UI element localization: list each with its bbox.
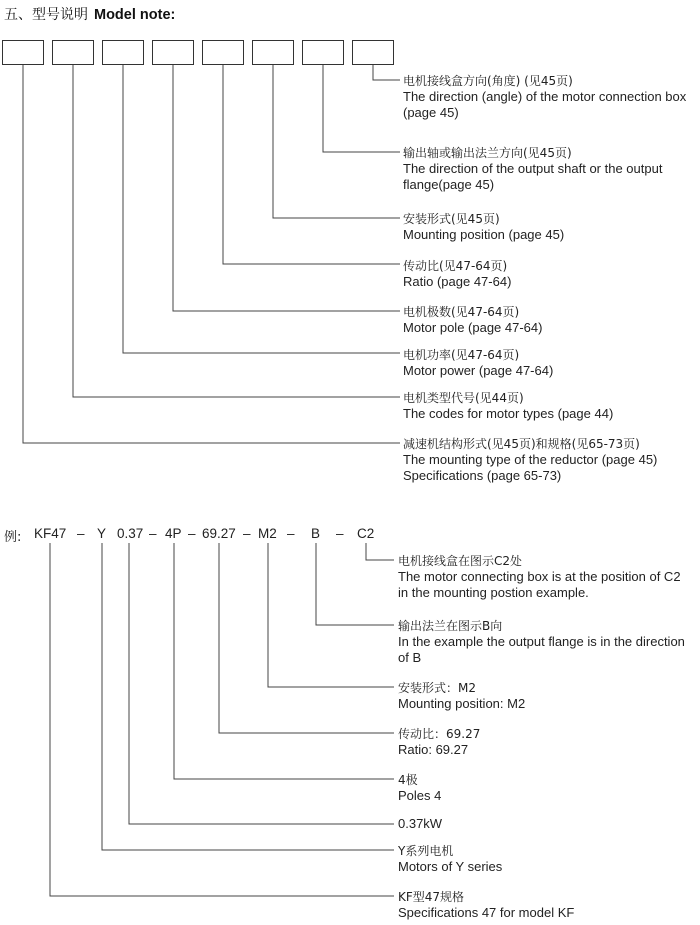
example-token-flange: B bbox=[311, 526, 321, 541]
note-en-2: Specifications (page 65-73) bbox=[403, 468, 562, 483]
note-zh: 传动比：69.27 bbox=[398, 727, 481, 741]
note-en: Ratio (page 47-64) bbox=[403, 274, 512, 289]
example-leader-m2 bbox=[268, 543, 394, 687]
note-en: Mounting position: M2 bbox=[398, 696, 526, 711]
note-zh: 电机功率(见47-64页) bbox=[403, 348, 520, 362]
note-zh: 电机极数(见47-64页) bbox=[403, 305, 520, 319]
note-connection-box bbox=[403, 73, 686, 121]
example-note-spec bbox=[398, 889, 574, 921]
example-note-power bbox=[398, 816, 442, 832]
example-leader-poles bbox=[174, 543, 394, 779]
leader-line-mounting-position bbox=[273, 65, 400, 218]
note-zh: 安装形式：M2 bbox=[398, 681, 476, 695]
note-zh: 输出法兰在图示B向 bbox=[398, 619, 503, 633]
note-zh: 4极 bbox=[398, 773, 418, 787]
example-leader-ratio bbox=[219, 543, 394, 733]
example-note-ratio bbox=[398, 726, 480, 758]
note-en: The direction of the output shaft or the output bbox=[403, 161, 663, 176]
note-zh: 电机类型代号(见44页) bbox=[403, 391, 524, 405]
note-zh: 传动比(见47-64页) bbox=[403, 259, 508, 273]
example-note-series bbox=[398, 843, 502, 875]
leader-line-reductor-type bbox=[23, 65, 400, 443]
note-en: Ratio: 69.27 bbox=[398, 742, 469, 757]
example-token-model: KF47 bbox=[34, 526, 67, 541]
example-leader-c2 bbox=[366, 543, 394, 560]
note-zh: Y系列电机 bbox=[398, 844, 454, 858]
note-en-2: (page 45) bbox=[403, 105, 459, 120]
note-zh: 电机接线盒方向(角度) (见45页) bbox=[403, 74, 573, 88]
note-en-2: flange(page 45) bbox=[403, 177, 495, 192]
note-reductor-type bbox=[403, 436, 657, 484]
note-motor-power bbox=[403, 347, 553, 379]
leader-line-motor-type bbox=[73, 65, 400, 397]
note-zh: 输出轴或输出法兰方向(见45页) bbox=[403, 146, 572, 160]
example-note-m2 bbox=[398, 680, 525, 712]
note-motor-type bbox=[403, 390, 613, 422]
note-en: Poles 4 bbox=[398, 788, 442, 803]
section-heading-zh: 五、型号说明 bbox=[4, 7, 88, 23]
note-en-2: in the mounting postion example. bbox=[398, 585, 589, 600]
example-token-poles: 4P bbox=[165, 526, 182, 541]
example-label: 例: bbox=[4, 530, 22, 545]
example-token-box-position: C2 bbox=[357, 526, 375, 541]
example-note-poles bbox=[398, 772, 441, 804]
note-zh: 安装形式(见45页) bbox=[403, 212, 500, 226]
example-token-motor-type: Y bbox=[97, 526, 107, 541]
note-en: Specifications 47 for model KF bbox=[398, 905, 575, 920]
example-token-dash: – bbox=[336, 526, 344, 541]
example-leader-b bbox=[316, 543, 394, 625]
note-en: 0.37kW bbox=[398, 816, 443, 831]
note-en: The mounting type of the reductor (page 45) bbox=[403, 452, 658, 467]
example-token-dash: – bbox=[77, 526, 85, 541]
note-en: The direction (angle) of the motor connection box bbox=[403, 89, 687, 104]
example-leader-series bbox=[102, 543, 394, 850]
example-token-dash: – bbox=[287, 526, 295, 541]
leader-line-connection-box bbox=[373, 65, 400, 80]
example-token-dash: – bbox=[188, 526, 196, 541]
note-ratio bbox=[403, 258, 511, 290]
example-token-ratio: 69.27 bbox=[202, 526, 236, 541]
note-en: Motor power (page 47-64) bbox=[403, 363, 554, 378]
section-heading-en: Model note: bbox=[94, 7, 176, 23]
note-en: The codes for motor types (page 44) bbox=[403, 406, 614, 421]
example-token-dash: – bbox=[149, 526, 157, 541]
leader-line-motor-pole bbox=[173, 65, 400, 311]
note-en: Motor pole (page 47-64) bbox=[403, 320, 543, 335]
note-en: The motor connecting box is at the position of C2 bbox=[398, 569, 681, 584]
example-token-dash: – bbox=[243, 526, 251, 541]
example-leader-power bbox=[129, 543, 394, 824]
note-en-2: of B bbox=[398, 650, 422, 665]
note-en: Mounting position (page 45) bbox=[403, 227, 565, 242]
note-zh: 电机接线盒在图示C2处 bbox=[398, 554, 523, 568]
note-en: In the example the output flange is in the direction bbox=[398, 634, 685, 649]
example-token-power: 0.37 bbox=[117, 526, 144, 541]
note-motor-pole bbox=[403, 304, 542, 336]
example-token-mounting: M2 bbox=[258, 526, 277, 541]
example-note-b bbox=[398, 618, 685, 666]
leader-line-output-direction bbox=[323, 65, 400, 152]
note-zh: KF型47规格 bbox=[398, 890, 465, 904]
note-output-direction bbox=[403, 145, 662, 193]
leader-line-ratio bbox=[223, 65, 400, 264]
note-mounting-position bbox=[403, 211, 564, 243]
note-en: Motors of Y series bbox=[398, 859, 503, 874]
note-zh: 减速机结构形式(见45页)和规格(见65-73页) bbox=[403, 437, 640, 451]
example-note-c2 bbox=[398, 553, 681, 601]
leader-line-motor-power bbox=[123, 65, 400, 353]
